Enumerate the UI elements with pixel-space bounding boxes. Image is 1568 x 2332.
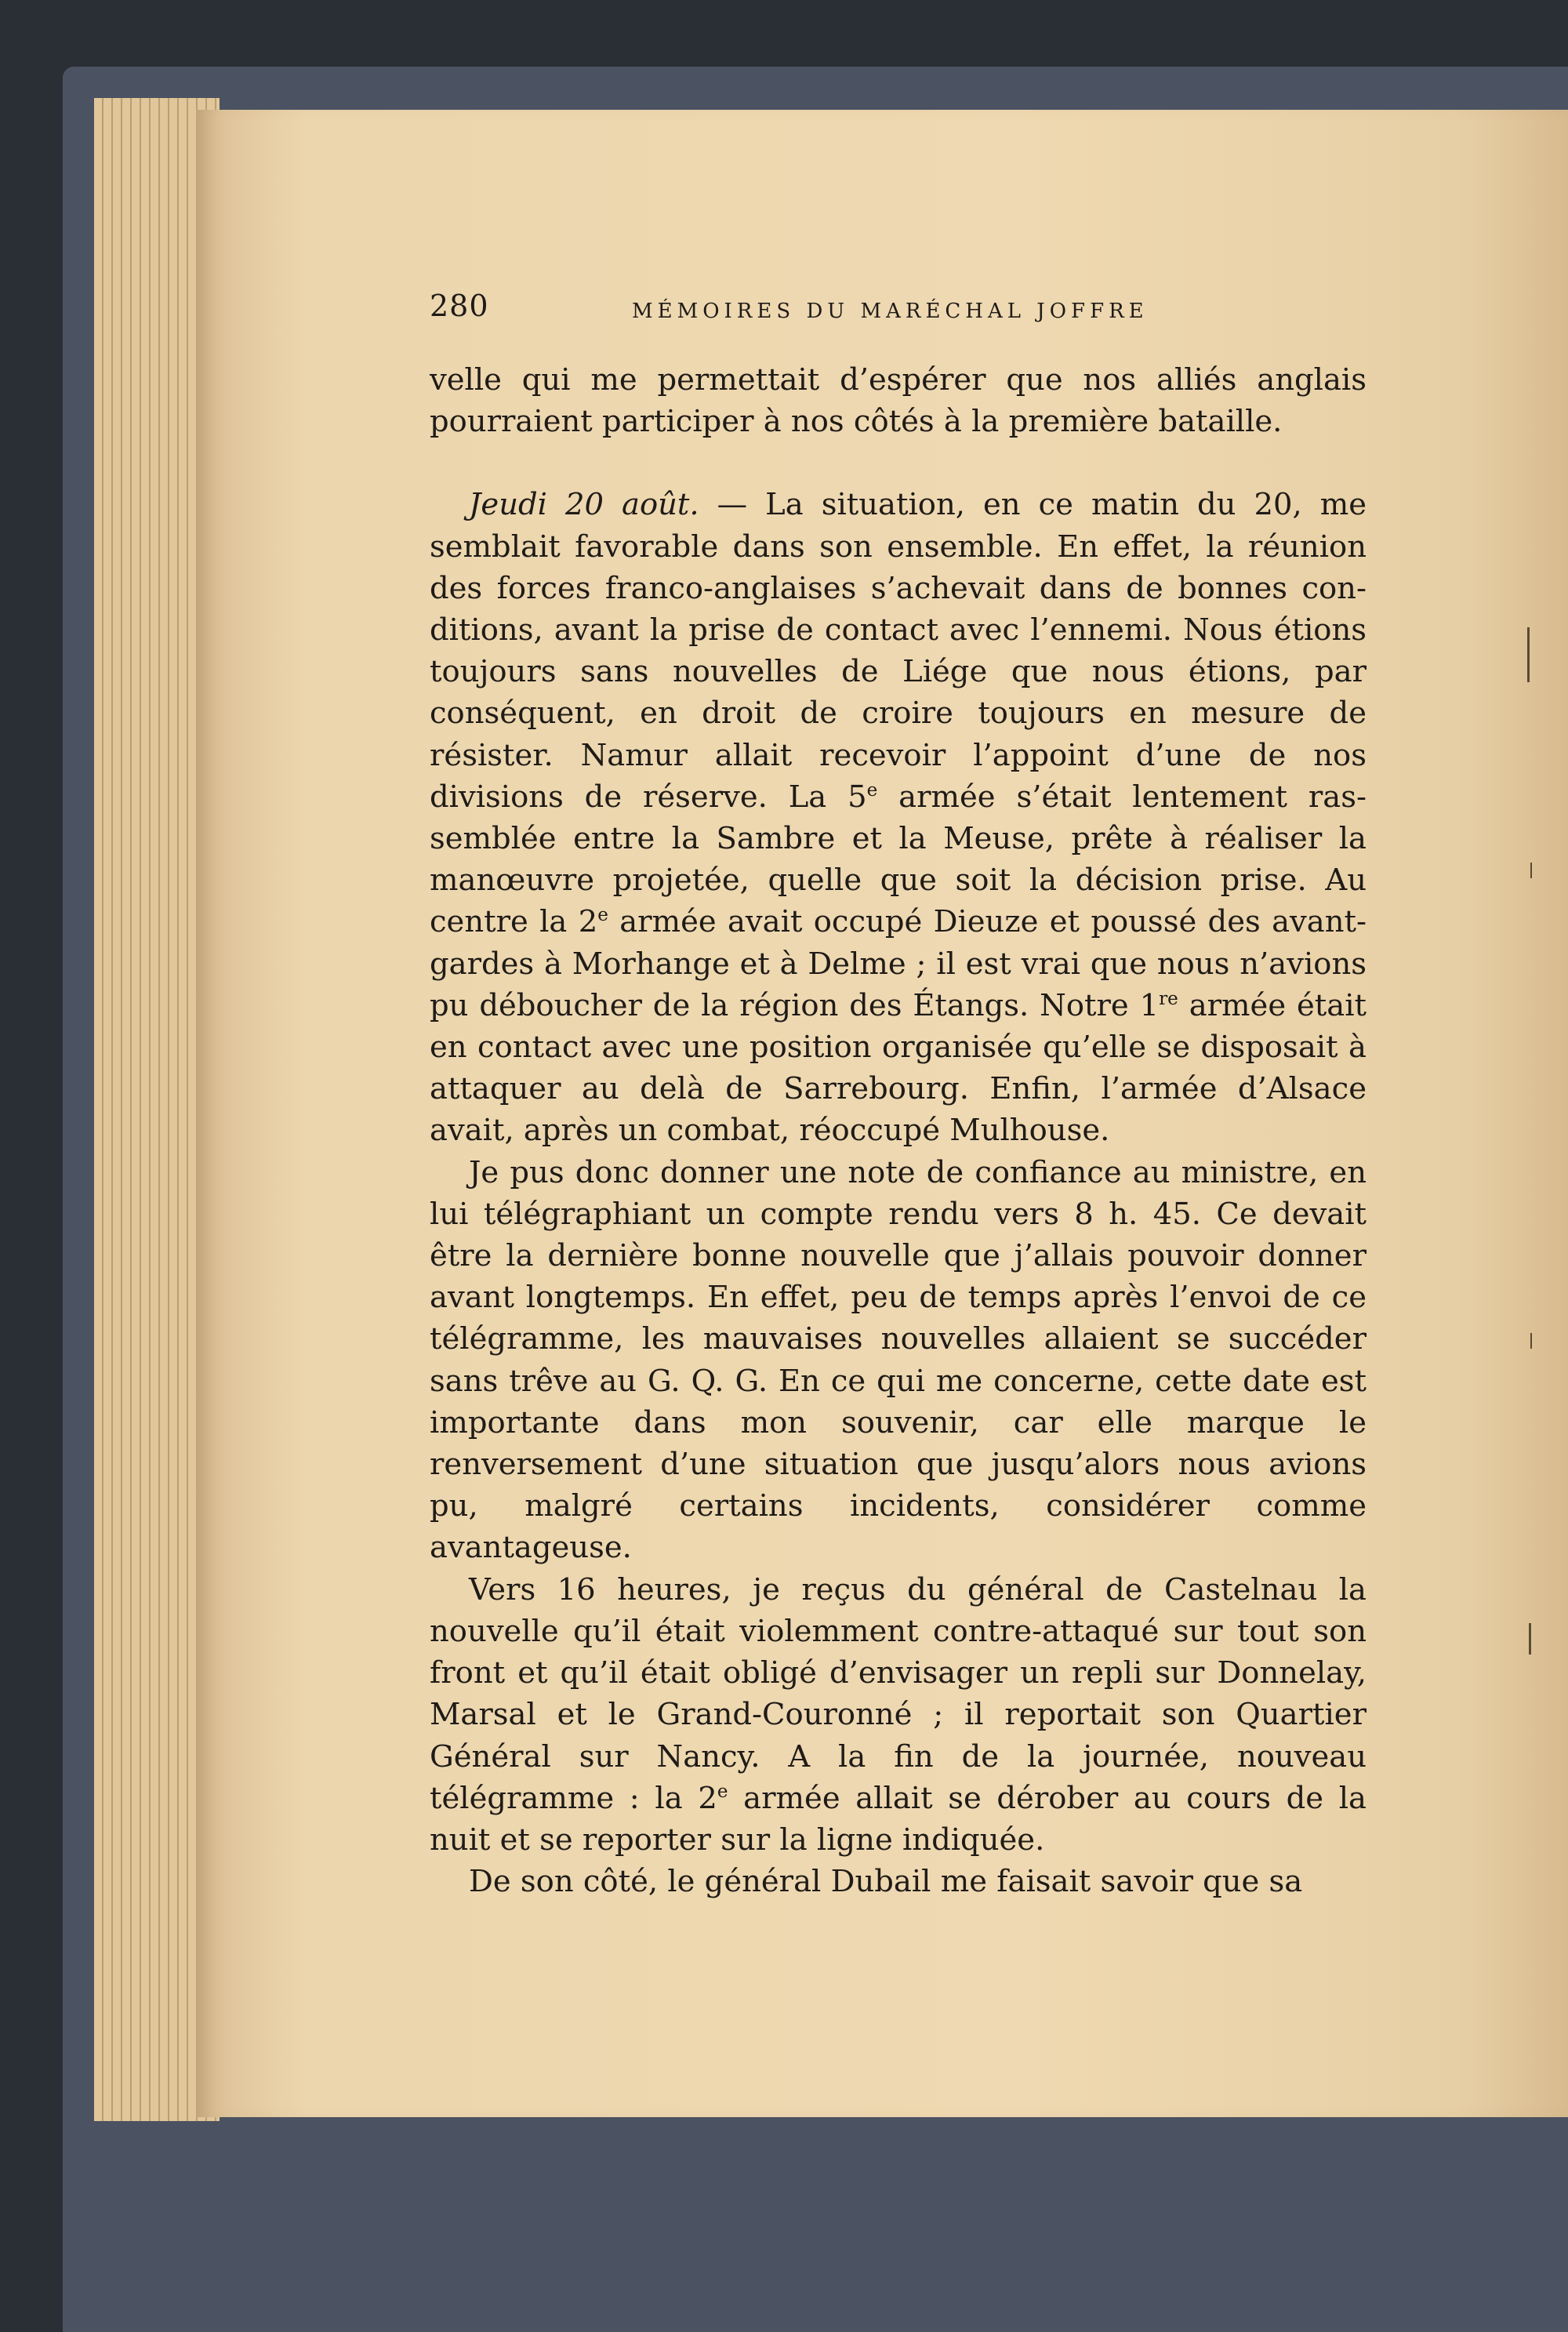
ordinal-suffix: e — [717, 1781, 728, 1802]
date-heading: Jeudi 20 août. — [469, 487, 699, 523]
paragraph-text: De son côté, le général Dubail me faisait savoir que sa — [469, 1864, 1303, 1900]
body-text — [430, 359, 1367, 1902]
running-title: MÉMOIRES DU MARÉCHAL JOFFRE — [632, 300, 1149, 323]
ordinal-suffix: e — [597, 905, 608, 926]
paragraph — [430, 484, 1367, 1151]
ordinal-suffix: re — [1159, 989, 1178, 1010]
paragraph-text: armée avait occupé Dieuze et poussé des avant-gardes à Morhange et à Delme ; il est vrai que nous n’avions pu déboucher de la région des Étangs. Notre 1 — [430, 904, 1367, 1023]
paragraph — [430, 1152, 1367, 1569]
paragraph-text: Vers 16 heures, je reçus du général de Castelnau la nouvelle qu’il était violemment contre-attaqué sur tout son front et qu’il était obligé d’envisager un repli sur Donnelay, Marsal et le Grand-Couronné ; il reportait son Quartier Général sur Nancy. A la fin de la journée, nouveau télégramme : la 2 — [430, 1571, 1367, 1816]
paragraph — [430, 1861, 1367, 1902]
margin-mark — [1527, 627, 1530, 682]
paragraph-text: armée était en contact avec une position organisée qu’elle se disposait à attaquer au delà de Sarrebourg. Enfin, l’armée d’Alsace avait, après un combat, réoccupé Mulhouse. — [430, 987, 1367, 1149]
margin-mark — [1530, 863, 1532, 878]
paragraph-text: armée allait se dérober au cours de la nuit et se reporter sur la ligne indiquée. — [430, 1780, 1367, 1858]
running-head — [430, 289, 1370, 336]
paragraph-text: armée s’était lentement ras-semblée entre la Sambre et la Meuse, prête à réaliser la manœuvre projetée, quelle que soit la décision prise. Au centre la 2 — [430, 779, 1367, 940]
paragraph-text: — La situation, en ce matin du 20, me semblait favorable dans son ensemble. En effet, la réunion des forces franco-anglaises s’achevait dans de bonnes con-ditions, avant la prise de contact avec l’ennemi. Nous étions toujours sans nouvelles de Liége que nous étions, par conséquent, en droit de croire toujours en mesure de résister. Namur allait recevoir l’appoint d’une de nos divisions de réserve. La 5 — [430, 487, 1367, 815]
margin-mark — [1529, 1623, 1531, 1655]
ordinal-suffix: e — [866, 780, 878, 801]
paragraph-text: velle qui me permettait d’espérer que nos alliés anglais pourraient participer à nos côtés à la première bataille. — [430, 362, 1367, 440]
paragraph — [430, 359, 1367, 442]
page-number: 280 — [430, 289, 489, 323]
margin-mark — [1530, 1333, 1532, 1349]
paragraph — [430, 1569, 1367, 1861]
paragraph-text: Je pus donc donner une note de confiance au ministre, en lui télégraphiant un compte rendu vers 8 h. 45. Ce devait être la dernière bonne nouvelle que j’allais pouvoir donner avant longtemps. En effet, peu de temps après l’envoi de ce télégramme, les mauvaises nouvelles allaient se succéder sans trêve au G. Q. G. En ce qui me concerne, cette date est importante dans mon souvenir, car elle marque le renversement d’une situation que jusqu’alors nous avions pu, malgré certains incidents, considérer comme avantageuse. — [430, 1154, 1367, 1566]
